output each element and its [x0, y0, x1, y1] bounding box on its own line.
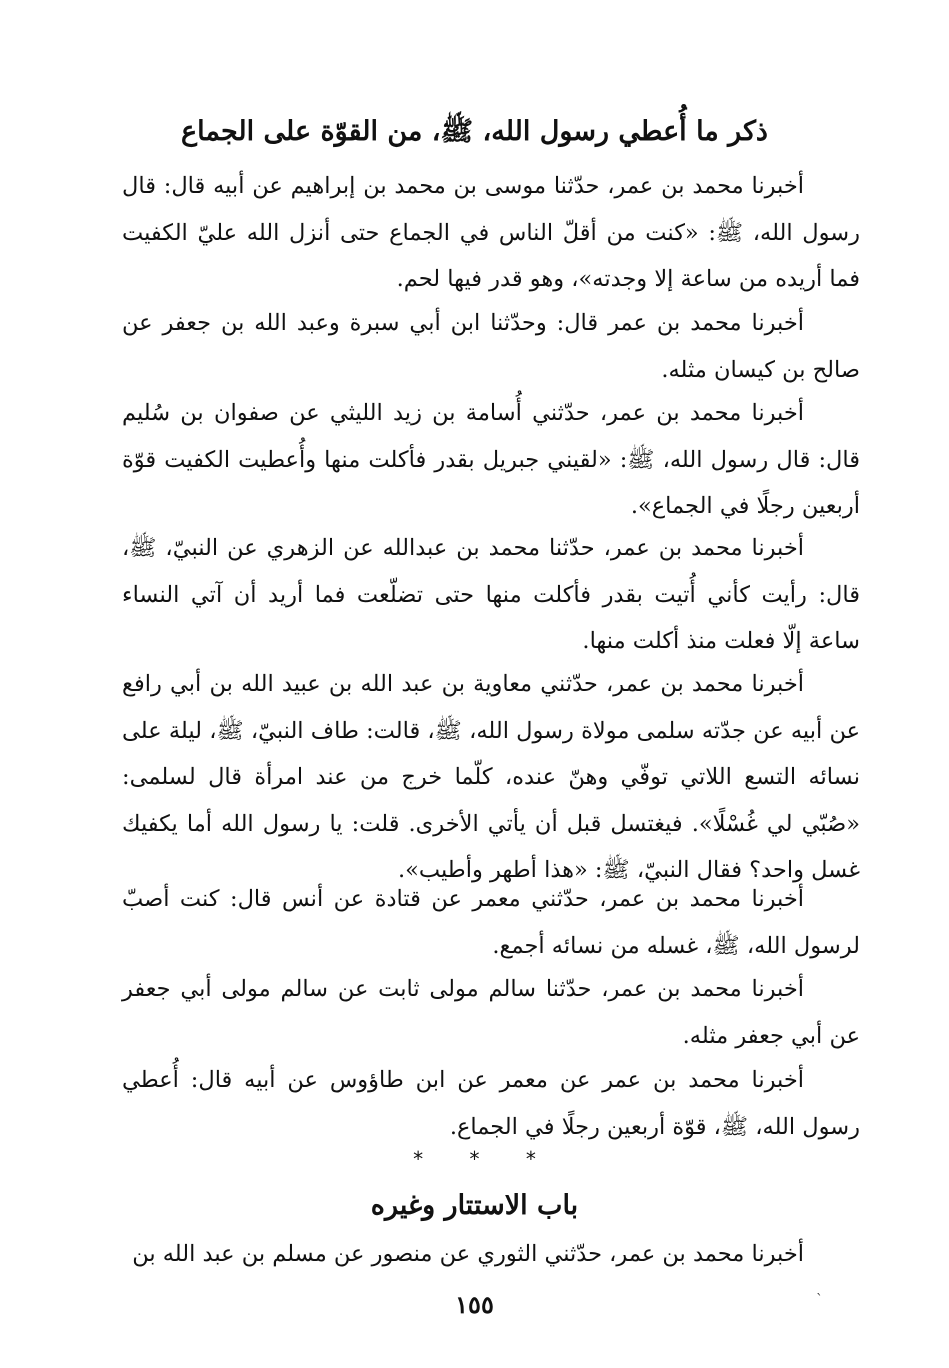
paragraph: أخبرنا محمد بن عمر قال: وحدّثنا ابن أبي سبرة وعبد الله بن جعفر عن صالح بن كيسان مثله.	[122, 310, 860, 383]
paragraph: أخبرنا محمد بن عمر عن معمر عن ابن طاؤوس عن أبيه قال: أُعطي رسول الله، ﷺ، قوّة أربعين رجلًا في الجماع.	[122, 1067, 860, 1140]
paragraph: أخبرنا محمد بن عمر، حدّثنا محمد بن عبدالله عن الزهري عن النبيّ، ﷺ، قال: رأيت كأني أُتيت بقدر فأكلت منها حتى تضلّعت فما أريد أن آتي النساء ساعة إلّا فعلت منذ أكلت منها.	[122, 535, 860, 654]
paragraph: أخبرنا محمد بن عمر، حدّثني الثوري عن منصور عن مسلم بن عبد الله بن	[132, 1241, 804, 1267]
section-separator: * * *	[413, 1147, 536, 1171]
stray-mark: `	[816, 1292, 823, 1308]
page-number: ١٥٥	[455, 1290, 494, 1319]
paragraph: أخبرنا محمد بن عمر، حدّثنا سالم مولى ثابت عن سالم مولى أبي جعفر عن أبي جعفر مثله.	[122, 976, 860, 1049]
section-heading-concealment: باب الاستتار وغيره	[370, 1190, 579, 1221]
paragraph: أخبرنا محمد بن عمر، حدّثنا موسى بن محمد بن إبراهيم عن أبيه قال: قال رسول الله، ﷺ: «كنت من أقلّ الناس في الجماع حتى أنزل الله عليّ الكفيت فما أريده من ساعة إلا وجدته»، وهو قدر فيها لحم.	[122, 173, 860, 292]
paragraph: أخبرنا محمد بن عمر، حدّثني معاوية بن عبد الله بن عبيد الله بن أبي رافع عن أبيه عن جدّته سلمى مولاة رسول الله، ﷺ، قالت: طاف النبيّ، ﷺ، ليلة على نسائه التسع اللاتي توفّي وهنّ عنده، كلّما خرج من عند امرأة قال لسلمى: «صُبّي لي غُسْلًا». فيغتسل قبل أن يأتي الأخرى. قلت: يا رسول الله أما يكفيك غسل واحد؟ فقال النبيّ، ﷺ: «هذا أطهر وأطيب».	[122, 671, 860, 883]
paragraph: أخبرنا محمد بن عمر، حدّثني معمر عن قتادة عن أنس قال: كنت أصبّ لرسول الله، ﷺ، غسله من نسائه أجمع.	[122, 886, 860, 959]
section-heading-strength: ذكر ما أُعطي رسول الله، ﷺ، من القوّة على الجماع	[181, 116, 768, 147]
paragraph: أخبرنا محمد بن عمر، حدّثني أُسامة بن زيد الليثي عن صفوان بن سُليم قال: قال رسول الله، ﷺ: «لقيني جبريل بقدر فأكلت منها وأُعطيت الكفيت قوّة أربعين رجلًا في الجماع».	[122, 400, 860, 519]
